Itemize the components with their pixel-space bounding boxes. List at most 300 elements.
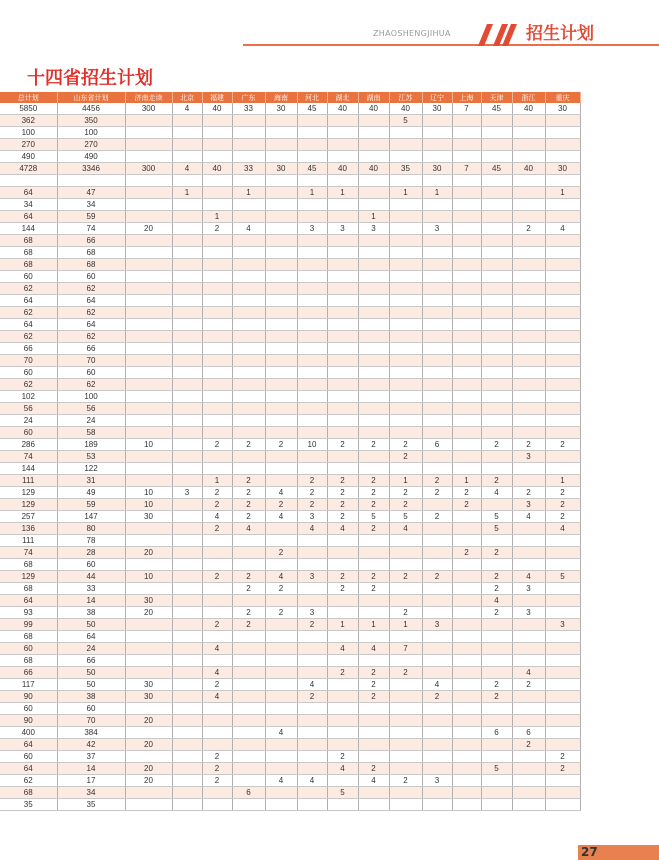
table-cell [481,451,512,463]
table-cell: 30 [265,103,297,115]
table-cell [545,595,580,607]
table-cell: 59 [57,211,125,223]
table-row [0,307,580,319]
table-cell [389,139,422,151]
table-cell [125,139,172,151]
table-cell [512,319,545,331]
table-row [0,775,580,787]
table-row [0,391,580,403]
header-title: 招生计划 [526,24,594,44]
table-cell [545,679,580,691]
table-cell [452,259,481,271]
table-cell [358,535,389,547]
table-cell: 4 [512,511,545,523]
table-cell [232,307,265,319]
table-cell: 1 [389,187,422,199]
table-cell [172,175,202,187]
table-cell [452,751,481,763]
table-cell [202,787,232,799]
table-cell [297,751,327,763]
table-cell [297,655,327,667]
table-cell [422,403,452,415]
table-cell [422,391,452,403]
table-cell [327,331,358,343]
table-cell [327,283,358,295]
table-cell: 58 [57,427,125,439]
table-cell: 2 [422,511,452,523]
table-cell [422,235,452,247]
table-cell [172,199,202,211]
table-cell [481,787,512,799]
table-cell [512,655,545,667]
table-cell: 3 [172,487,202,499]
table-cell [512,715,545,727]
table-cell: 2 [232,499,265,511]
table-cell [125,271,172,283]
table-row [0,463,580,475]
table-cell [512,379,545,391]
table-cell: 20 [125,715,172,727]
table-cell [358,367,389,379]
table-cell: 4 [172,103,202,115]
table-cell: 6 [232,787,265,799]
table-cell [452,463,481,475]
table-cell: 1 [389,475,422,487]
table-cell [172,235,202,247]
table-cell: 2 [265,547,297,559]
table-row [0,151,580,163]
table-cell [265,559,297,571]
table-cell: 2 [297,487,327,499]
table-cell [358,139,389,151]
table-cell: 2 [452,499,481,511]
table-cell [512,463,545,475]
table-cell: 24 [57,415,125,427]
table-cell [265,631,297,643]
table-cell [452,799,481,811]
table-cell: 1 [545,187,580,199]
table-row [0,211,580,223]
table-cell [422,415,452,427]
table-cell [265,343,297,355]
table-cell [265,199,297,211]
table-row [0,511,580,523]
table-cell [452,355,481,367]
table-cell: 2 [327,511,358,523]
table-cell [452,763,481,775]
table-cell [327,247,358,259]
table-cell [481,127,512,139]
table-cell [202,283,232,295]
table-cell [545,607,580,619]
table-cell [125,259,172,271]
table-cell: 2 [389,775,422,787]
table-cell [265,787,297,799]
table-cell: 30 [125,679,172,691]
table-cell [512,199,545,211]
table-cell [512,139,545,151]
table-cell [0,175,57,187]
table-cell [172,463,202,475]
table-cell: 2 [545,763,580,775]
table-cell: 400 [0,727,57,739]
table-cell: 60 [0,751,57,763]
table-cell [125,619,172,631]
table-cell: 64 [0,739,57,751]
table-cell [327,151,358,163]
table-cell [265,247,297,259]
table-row [0,787,580,799]
table-cell: 2 [202,499,232,511]
table-cell [512,643,545,655]
table-row [0,799,580,811]
table-row [0,595,580,607]
table-cell: 3 [422,619,452,631]
table-cell [297,259,327,271]
table-cell [297,199,327,211]
table-cell: 5 [327,787,358,799]
table-cell: 102 [0,391,57,403]
table-cell: 47 [57,187,125,199]
table-cell: 14 [57,595,125,607]
table-cell [422,667,452,679]
table-cell: 24 [57,643,125,655]
table-cell: 189 [57,439,125,451]
table-cell [512,307,545,319]
table-cell: 30 [125,511,172,523]
table-cell: 2 [202,775,232,787]
table-cell [265,667,297,679]
table-cell: 2 [481,691,512,703]
table-cell: 2 [202,523,232,535]
table-cell [389,535,422,547]
table-cell [172,655,202,667]
table-cell: 20 [125,763,172,775]
table-cell [172,691,202,703]
table-cell [545,151,580,163]
table-cell [265,751,297,763]
table-cell [512,235,545,247]
column-header: 重庆 [545,92,580,103]
table-cell [452,379,481,391]
table-cell [57,175,125,187]
table-cell: 4 [232,223,265,235]
table-cell: 2 [327,439,358,451]
table-cell: 4 [327,763,358,775]
table-cell [389,763,422,775]
table-cell: 2 [422,487,452,499]
table-cell [297,715,327,727]
table-cell [481,403,512,415]
table-cell [452,127,481,139]
table-cell: 2 [232,571,265,583]
table-cell [422,115,452,127]
table-cell: 7 [389,643,422,655]
table-row [0,487,580,499]
table-cell: 4728 [0,163,57,175]
table-cell [297,175,327,187]
table-cell [172,523,202,535]
table-cell: 5 [389,115,422,127]
table-cell [265,139,297,151]
table-cell: 2 [512,679,545,691]
table-cell [232,535,265,547]
table-cell [389,343,422,355]
table-cell [297,667,327,679]
table-cell [327,139,358,151]
table-cell [265,739,297,751]
table-cell [297,127,327,139]
table-cell: 40 [512,163,545,175]
table-cell: 2 [297,619,327,631]
table-cell: 34 [0,199,57,211]
table-cell [545,211,580,223]
table-cell: 2 [358,763,389,775]
table-cell: 45 [297,163,327,175]
table-cell [452,511,481,523]
table-cell [297,235,327,247]
table-cell [202,379,232,391]
table-cell [481,463,512,475]
column-header: 湖南 [358,92,389,103]
table-cell [545,319,580,331]
table-cell [297,727,327,739]
table-cell [389,199,422,211]
table-cell: 2 [389,607,422,619]
table-cell: 62 [57,331,125,343]
table-cell [545,583,580,595]
table-cell [358,271,389,283]
table-cell [172,595,202,607]
table-cell: 2 [389,451,422,463]
table-row [0,235,580,247]
table-row [0,295,580,307]
table-cell [389,235,422,247]
table-cell [265,127,297,139]
table-cell: 50 [57,667,125,679]
table-cell: 3 [358,223,389,235]
table-cell [512,427,545,439]
table-cell: 2 [389,487,422,499]
table-cell [422,307,452,319]
table-cell [452,403,481,415]
table-cell [265,151,297,163]
table-cell [422,655,452,667]
table-cell [481,499,512,511]
table-row [0,643,580,655]
table-cell: 2 [545,751,580,763]
table-cell: 17 [57,775,125,787]
table-cell: 4 [172,163,202,175]
table-cell [452,775,481,787]
table-cell [232,211,265,223]
table-cell: 2 [512,439,545,451]
table-cell [452,595,481,607]
table-cell: 66 [57,235,125,247]
table-cell [202,655,232,667]
table-cell [232,427,265,439]
table-cell [389,283,422,295]
table-cell [358,715,389,727]
table-cell [481,295,512,307]
table-cell [265,523,297,535]
table-cell [545,451,580,463]
table-cell [172,535,202,547]
table-cell [232,691,265,703]
table-cell [422,259,452,271]
table-cell [232,151,265,163]
table-cell: 40 [327,103,358,115]
table-cell: 2 [327,751,358,763]
table-cell [481,271,512,283]
table-cell [232,679,265,691]
table-cell [452,427,481,439]
table-cell [422,283,452,295]
table-cell [232,715,265,727]
table-row [0,439,580,451]
table-cell [512,211,545,223]
table-cell [512,151,545,163]
table-cell: 74 [0,451,57,463]
table-cell: 286 [0,439,57,451]
page-number: 27 [581,845,598,859]
table-row [0,331,580,343]
table-cell: 1 [327,187,358,199]
table-cell [202,715,232,727]
table-cell: 4 [327,643,358,655]
table-cell: 4 [545,223,580,235]
table-cell [358,415,389,427]
table-cell [481,211,512,223]
table-cell [172,703,202,715]
table-cell [232,343,265,355]
table-cell: 2 [512,487,545,499]
table-cell [481,535,512,547]
table-cell [512,703,545,715]
table-cell [358,307,389,319]
table-cell [422,247,452,259]
column-header: 北京 [172,92,202,103]
table-cell: 44 [57,571,125,583]
table-cell [358,547,389,559]
table-cell: 60 [0,703,57,715]
table-cell [452,523,481,535]
table-cell [481,667,512,679]
table-row [0,523,580,535]
table-cell [202,535,232,547]
table-cell: 20 [125,547,172,559]
table-cell [327,307,358,319]
table-cell [512,619,545,631]
table-cell [545,667,580,679]
table-cell: 2 [545,511,580,523]
table-cell [265,283,297,295]
table-cell: 111 [0,535,57,547]
table-cell [512,787,545,799]
table-row [0,115,580,127]
table-row [0,283,580,295]
table-cell [422,787,452,799]
table-cell [358,787,389,799]
table-cell: 68 [0,559,57,571]
table-cell [327,427,358,439]
table-cell: 62 [0,379,57,391]
table-cell: 2 [232,583,265,595]
table-cell [265,271,297,283]
table-cell [327,235,358,247]
table-cell [512,559,545,571]
table-cell: 62 [57,379,125,391]
table-row [0,415,580,427]
table-cell: 68 [0,247,57,259]
table-cell [297,463,327,475]
table-cell: 100 [57,391,125,403]
table-cell: 3 [422,775,452,787]
table-cell [232,415,265,427]
column-header: 天津 [481,92,512,103]
table-cell [172,271,202,283]
table-cell [358,331,389,343]
table-cell: 3 [297,223,327,235]
table-cell [265,799,297,811]
table-cell [452,607,481,619]
table-cell [481,307,512,319]
table-row [0,223,580,235]
table-cell [172,295,202,307]
table-cell [481,559,512,571]
table-cell [545,631,580,643]
table-cell [422,139,452,151]
table-cell [512,763,545,775]
table-cell: 68 [0,655,57,667]
table-cell [389,211,422,223]
double-slash-icon [478,24,520,46]
table-cell [327,631,358,643]
table-cell [327,175,358,187]
header-rule [243,44,659,46]
table-cell [452,307,481,319]
table-cell [202,415,232,427]
table-cell [422,211,452,223]
table-row [0,727,580,739]
table-cell [545,199,580,211]
table-cell [545,547,580,559]
table-row [0,247,580,259]
table-cell [389,151,422,163]
table-cell: 2 [481,607,512,619]
table-cell [481,223,512,235]
table-cell [125,283,172,295]
table-cell: 2 [202,223,232,235]
table-cell [327,715,358,727]
table-row [0,547,580,559]
table-cell [358,739,389,751]
table-cell: 74 [57,223,125,235]
table-cell: 2 [512,739,545,751]
table-cell [545,175,580,187]
table-row [0,403,580,415]
table-row [0,739,580,751]
table-cell [125,295,172,307]
table-cell [389,379,422,391]
table-cell [358,259,389,271]
table-cell [125,703,172,715]
table-cell [512,691,545,703]
table-row [0,691,580,703]
table-cell: 2 [481,571,512,583]
table-cell [327,451,358,463]
table-cell: 20 [125,775,172,787]
